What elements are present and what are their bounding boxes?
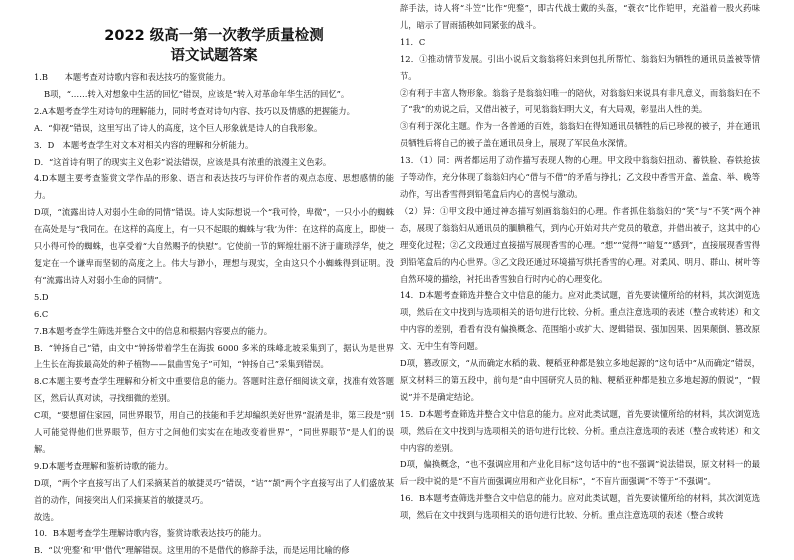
answer-paragraph: A．“仰视”错误，这里写出了诗人的高度，这个巨人形象就是诗人的自我形象。 — [34, 122, 323, 133]
page-title: 2022 级高一第一次教学质量检测 — [104, 28, 324, 44]
answer-paragraph: 10．B本题考查学生理解诗歌内容，鉴赏诗歌表达技巧的能力。 — [34, 528, 267, 539]
answer-paragraph: ②有利于丰富人物形象。翁翁子是翁翁妇唯一的陪伙，对翁翁妇来说具有非凡意义，而翁翁妇在不了“我”的劝说之后，又借出被子，可见翁翁妇明大义，有大局观，彰显出人性的美。 — [400, 87, 760, 115]
answer-paragraph: D项，“两个字直接写出了人们采摘某首的敏捷灵巧”错误，“诘”“颉”两个字直接写出了人们盛放某首的动作，间接突出人们采摘某首的敏捷灵巧。 — [34, 477, 394, 505]
answer-paragraph: D项，偏换概念，“也不强调应用和产业化目标”这句话中的“也不强调”说法错误，原文材料一的最后一段中说的是“不盲片面强调应用和产业化目标”，“不盲片面强调”不等于“不强调”。 — [400, 459, 760, 487]
answer-paragraph: D项，篡改原文，“从而确定水稻的栽、粳稻亚种都是独立多地起源的”这句话中“从而确定”错误，原文材料三的第五段中，前句是“由中国研究人员的籼、粳稻亚种都是独立多地起源的假说”，“假说”并不是确定结论。 — [400, 358, 760, 402]
answer-paragraph: 2.A本题考查学生对诗句的理解能力，同时考查对诗句内容、技巧以及情感的把握能力。 — [34, 105, 355, 116]
right-column — [400, 0, 760, 524]
answer-paragraph: B．“钟扬自己”错，由文中“钟扬带着学生在海拔 6000 多米的珠峰北坡采集到了，据认为是世界上生长在海拔最高处的种子植物——鼠曲雪兔子”可知，“钟扬自己”采集到错误。 — [34, 342, 394, 370]
answer-paragraph: D项，“流露出诗人对弱小生命的同情”错误。诗人实际想说一个“我可怜，卑微”，一只小小的蜘蛛在高处是与“我同在。在这样的高度上，有一只不起眼的蜘蛛与‘我’为伴：在这样的高度上，即使一只小得可怜的蜘蛛，也享受着“大自然赐予的快慰”。它使前一节的辉煌壮丽不济于庸琐浮华，使之复定在一个谦卑而坚韧的高度之上。伟大与渺小，理想与现实，全由这只个小蜘蛛得到证明。没有“流露出诗人对弱小生命的同情”。 — [34, 207, 394, 285]
answer-paragraph: 11．C — [400, 36, 426, 47]
answer-paragraph: B．“以‘兜鍪’和‘甲’借代”理解错误。这里用的不是借代的修辞手法，而是运用比喻的修 — [34, 545, 350, 556]
answer-paragraph: 6.C — [34, 308, 49, 319]
left-column — [34, 0, 394, 559]
page-subtitle: 语文试题答案 — [170, 48, 258, 64]
answer-paragraph: 13．（1）同：两者都运用了动作描写表现人物的心理。甲文段中翁翁妇扭动、蓄铁脸、春铁抢拔子等动作，充分体现了翁翁妇内心“借与不借”的矛盾与挣扎；乙文段中香雪开盒、盖盒、举、晚等动作，写出香雪得到铅笔盒后内心的喜悦与激动。 — [400, 155, 760, 199]
answer-paragraph: 14．D本题考查筛选并整合文中信息的能力。应对此类试题，首先要读懂所给的材料，其次浏览选项，然后在文中找到与选项相关的语句进行比较、分析。重点注意选项的表述（整合或转述）和文中内容的差别，看看有没有偏换概念、范围缩小或扩大、逻辑错误、强加因果、因果颠倒、篡改原文、无中生有等问题。 — [400, 290, 760, 352]
answer-paragraph: B项，“……转入对想象中生活的回忆”错误，应该是“转入对革命年华生活的回忆”。 — [44, 88, 350, 99]
answer-paragraph: D．“这首诗有明了的现实主义色彩”说法错误，应该是具有浓重的浪漫主义色彩。 — [34, 156, 332, 167]
answer-paragraph: 9.D本题考查理解和鉴析诗歌的能力。 — [34, 460, 174, 471]
answer-paragraph: 15．D本题考查筛选并整合文中信息的能力。应对此类试题，首先要读懂所给的材料，其次浏览选项，然后在文中找到与选项相关的语句进行比较、分析。重点注意选项的表述（整合或转述）和文中内容的差别。 — [400, 408, 760, 453]
answer-paragraph: 8.C本题主要考查学生理解和分析文中重要信息的能力。答题时注意仔细阅读文章，找准有效答题区，然后认真对读，寻找细微的差别。 — [34, 376, 394, 404]
answer-paragraph: 5.D — [34, 291, 49, 302]
answer-paragraph: 故选。 — [34, 511, 59, 522]
answer-paragraph: 12．①推动情节发展。引出小说后文翁翁将妇来到包扎所帮忙、翁翁妇为牺牲的通讯员盖被等情节。 — [400, 53, 760, 81]
answer-paragraph: 辞手法，诗人将“斗笠”比作“兜鍪”，即古代战士戴的头盔，“蓑衣”比作铠甲，充溢着一股火药味儿，暗示了冒雨插秧如同紧张的战斗。 — [400, 3, 760, 30]
answer-paragraph: ③有利于深化主题。作为一各普通的百姓，翁翁妇在得知通讯员牺牲的后已珍视的被子，并在通讯员牺牲后将自己的被子盖在通讯员身上，展现了军民鱼水深情。 — [400, 121, 760, 149]
answer-paragraph: 16．B本题考查筛选并整合文中信息的能力。应对此类试题，首先要读懂所给的材料，其次浏览选项，然后在文中找到与选项相关的语句进行比较、分析。重点注意选项的表述（整合或转 — [400, 493, 760, 521]
answer-paragraph: 7.B本题考查学生筛选并整合文中的信息和根据内容要点的能力。 — [34, 325, 273, 336]
answer-paragraph: （2）异：①甲文段中通过神态描写刻画翁翁妇的心理。作者抓住翁翁妇的“笑”与“不笑”两个神态，展现了翁翁妇从通讯员的腼腆稚气，到内心开始对共产党员的敬意，并借出被子，这其中的心理变化过程；②乙文段通过直接描写展现香雪的心理。“想”“觉得”“暗复”“感到”，直接展现香雪得到铅笔盒后的内心世界。③乙文段还通过环境描写烘托香雪的心理。对柔风、明月、群山、树叶等自然环境的描绘，衬托出香雪独自行时内心的心理变化。 — [400, 205, 760, 284]
answer-paragraph: 3．D 本题考查学生对文本对相关内容的理解和分析能力。 — [34, 139, 254, 150]
answer-paragraph: C项，“要想留住家园，同世界眼节，用自己的技能和手艺却编织美好世界”混淆是非，第三段是“别人可能觉得他们世界眼节，但方寸之间他们实实在在地改变着世界”，“同世界眼节”是人们的误解。 — [34, 410, 394, 454]
answer-paragraph: 1.B 本题考查对诗歌内容和表达技巧的鉴赏能力。 — [34, 72, 231, 82]
answer-paragraph: 4.D本题主要考查鉴赏文学作品的形象、语言和表达技巧与评价作者的观点态度、思想感情的能力。 — [34, 173, 394, 201]
